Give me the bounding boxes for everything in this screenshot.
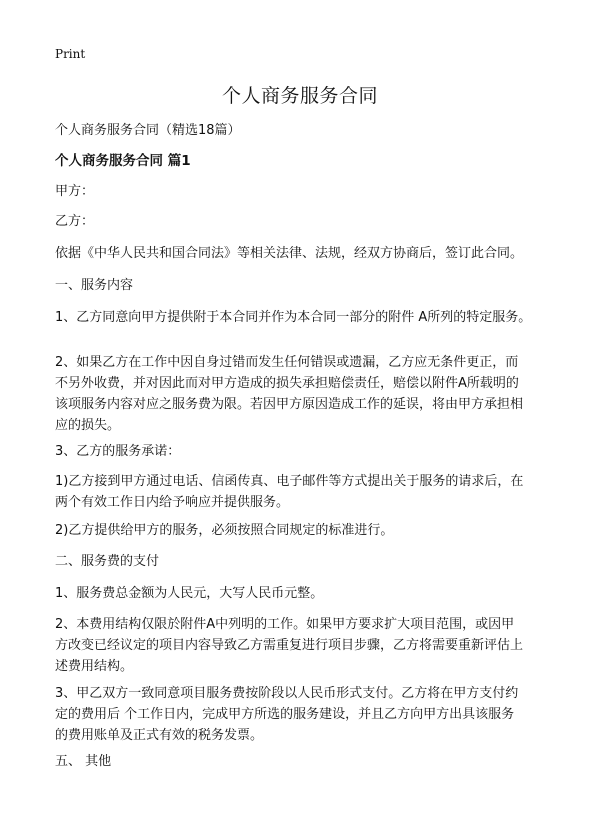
text-line: 不另外收费，并对因此而对甲方造成的损失承担赔偿责任，赔偿以附件A所载明的 bbox=[55, 376, 519, 391]
text-line: 的费用账单及正式有效的税务发票。 bbox=[55, 728, 264, 743]
intro-paragraph: 依据《中华人民共和国合同法》等相关法律、法规，经双方协商后，签订此合同。 bbox=[55, 246, 524, 261]
section-heading: 个人商务服务合同 篇1 bbox=[55, 153, 191, 169]
party-b-line: 乙方： bbox=[55, 214, 95, 229]
document-subtitle: 个人商务服务合同（精选18篇） bbox=[55, 123, 241, 138]
text-line: 述费用结构。 bbox=[55, 659, 134, 674]
section-1-item-3: 3、乙方的服务承诺： bbox=[55, 444, 181, 459]
text-line: 应的损失。 bbox=[55, 418, 121, 433]
section-2-item-1: 1、服务费总金额为人民元，大写人民币元整。 bbox=[55, 586, 324, 601]
section-1-title: 一、服务内容 bbox=[55, 278, 134, 293]
section-5-title: 五、 其他 bbox=[55, 754, 112, 769]
text-line: 2、如果乙方在工作中因自身过错而发生任何错误或遗漏，乙方应无条件更正，而 bbox=[55, 355, 519, 370]
section-2-title: 二、服务费的支付 bbox=[55, 554, 160, 569]
text-line: 方改变已经议定的项目内容导致乙方需重复进行项目步骤，乙方将需要重新评估上 bbox=[55, 638, 524, 653]
text-line: 该项服务内容对应之服务费为限。若因甲方原因造成工作的延误，将由甲方承担相 bbox=[55, 397, 524, 412]
section-2-item-2 bbox=[55, 614, 545, 677]
section-1-item-5: 2)乙方提供给甲方的服务，必须按照合同规定的标准进行。 bbox=[55, 523, 394, 538]
section-1-item-1: 1、乙方同意向甲方提供附于本合同并作为本合同一部分的附件 A所列的特定服务。 bbox=[55, 310, 532, 325]
print-link[interactable]: Print bbox=[55, 47, 86, 61]
section-2-item-3 bbox=[55, 683, 545, 746]
text-line: 定的费用后 个工作日内，完成甲方所选的服务建设，并且乙方向甲方出具该服务 bbox=[55, 707, 515, 722]
document-title: 个人商务服务合同 bbox=[221, 85, 378, 107]
party-a-line: 甲方： bbox=[55, 184, 95, 199]
section-1-item-2 bbox=[55, 352, 545, 436]
text-line: 两个有效工作日内给予响应并提供服务。 bbox=[55, 495, 290, 510]
text-line: 1)乙方接到甲方通过电话、信函传真、电子邮件等方式提出关于服务的请求后，在 bbox=[55, 474, 524, 489]
text-line: 3、甲乙双方一致同意项目服务费按阶段以人民币形式支付。乙方将在甲方支付约 bbox=[55, 686, 519, 701]
section-1-item-4 bbox=[55, 471, 545, 513]
text-line: 2、本费用结构仅限於附件A中列明的工作。如果甲方要求扩大项目范围，或因甲 bbox=[55, 617, 515, 632]
